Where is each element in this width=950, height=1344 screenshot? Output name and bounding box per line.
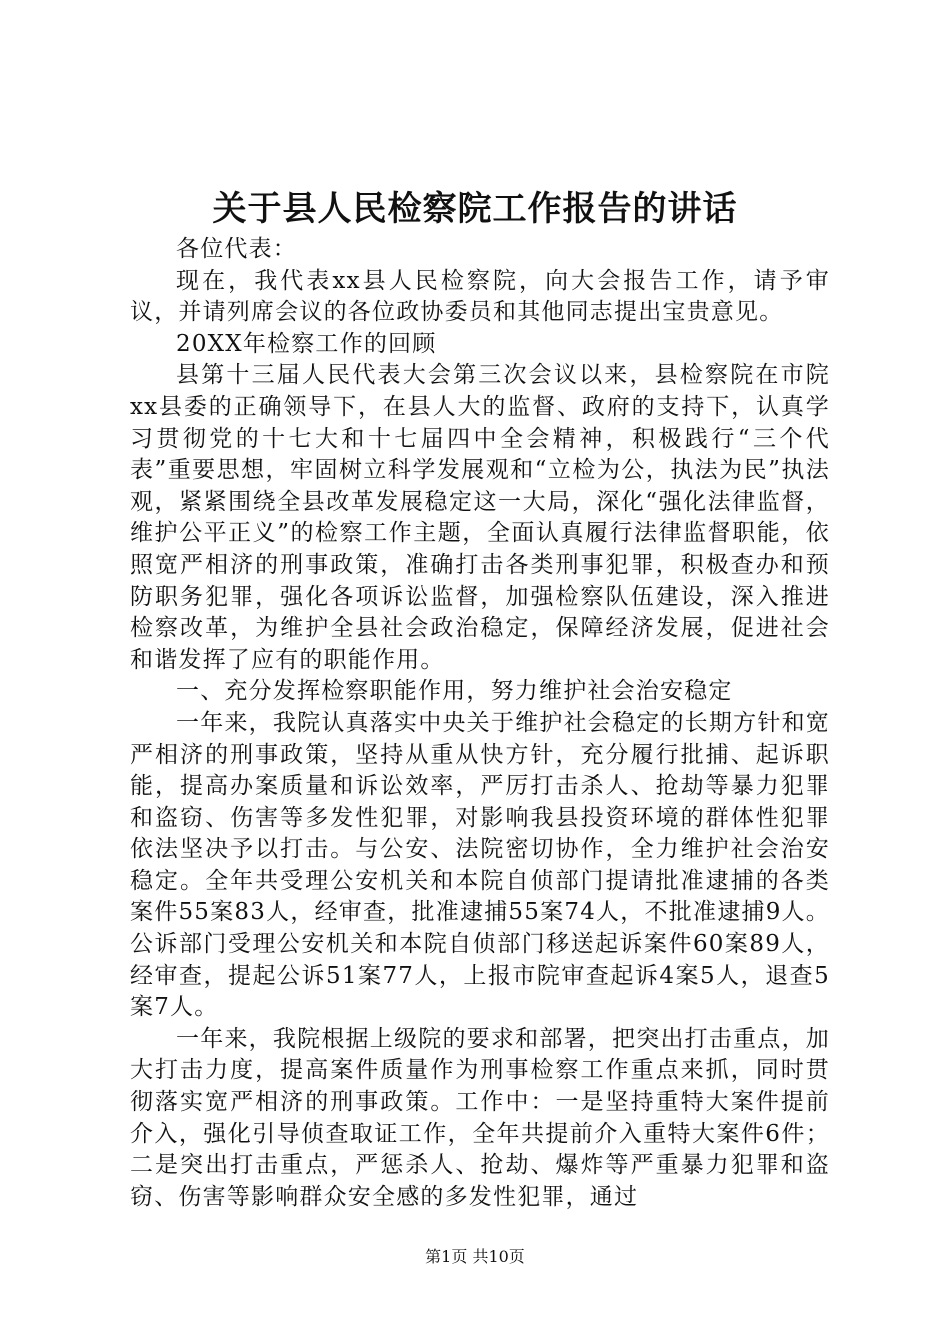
document-body bbox=[130, 234, 830, 1213]
page-number: 第1页 共10页 bbox=[425, 1247, 525, 1266]
paragraph-overview: 县第十三届人民代表大会第三次会议以来，县检察院在市院xx县委的正确领导下，在县人大的监督、政府的支持下，认真学习贯彻党的十七大和十七届四中全会精神，积极践行“三个代表”重要思想，牢固树立科学发展观和“立检为公，执法为民”执法观，紧紧围绕全县改革发展稳定这一大局，深化“强化法律监督，维护公平正义”的检察工作主题，全面认真履行法律监督职能，依照宽严相济的刑事政策，准确打击各类刑事犯罪，积极查办和预防职务犯罪，强化各项诉讼监督，加强检察队伍建设，深入推进检察改革，为维护全县社会政治稳定，保障经济发展，促进社会和谐发挥了应有的职能作用。 bbox=[130, 362, 830, 673]
paragraph-salutation: 各位代表： bbox=[176, 236, 297, 262]
document-title: 关于县人民检察院工作报告的讲话 bbox=[212, 189, 738, 229]
paragraph-stability: 一年来，我院认真落实中央关于维护社会稳定的长期方针和宽严相济的刑事政策，坚持从重从快方针，充分履行批捕、起诉职能，提高办案质量和诉讼效率，严厉打击杀人、抢劫等暴力犯罪和盗窃、伤害等多发性犯罪，对影响我县投资环境的群体性犯罪依法坚决予以打击。与公安、法院密切协作，全力维护社会治安稳定。全年共受理公安机关和本院自侦部门提请批准逮捕的各类案件55案83人，经审查，批准逮捕55案74人，不批准逮捕9人。公诉部门受理公安机关和本院自侦部门移送起诉案件60案89人，经审查，提起公诉51案77人，上报市院审查起诉4案5人，退查5案7人。 bbox=[130, 709, 830, 1021]
paragraph-intro: 现在，我代表xx县人民检察院，向大会报告工作，请予审议，并请列席会议的各位政协委员和其他同志提出宝贵意见。 bbox=[130, 267, 830, 326]
paragraph-focus: 一年来，我院根据上级院的要求和部署，把突出打击重点，加大打击力度，提高案件质量作为刑事检察工作重点来抓，同时贯彻落实宽严相济的刑事政策。工作中：一是坚持重特大案件提前介入，强化引导侦查取证工作，全年共提前介入重特大案件6件；二是突出打击重点，严惩杀人、抢劫、爆炸等严重暴力犯罪和盗窃、伤害等影响群众安全感的多发性犯罪，通过 bbox=[130, 1025, 830, 1210]
section-heading-one: 一、充分发挥检察职能作用，努力维护社会治安稳定 bbox=[176, 678, 733, 705]
section-heading-review: 20XX年检察工作的回顾 bbox=[176, 330, 437, 357]
